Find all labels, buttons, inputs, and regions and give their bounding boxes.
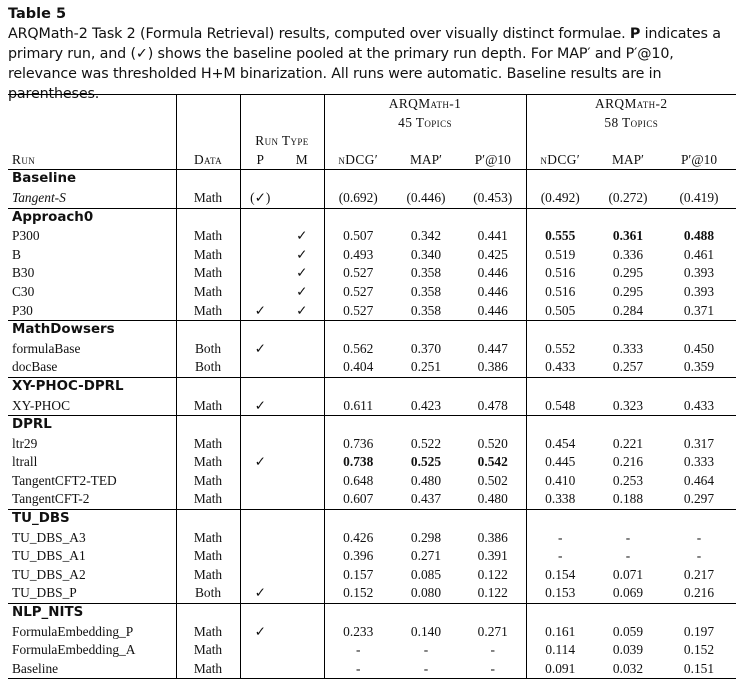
- ndcg-arq1-cell: 0.157: [324, 566, 392, 585]
- p10-arq1-cell: 0.425: [477, 246, 508, 262]
- group-header-row: [8, 604, 736, 623]
- p10-arq2-cell: -: [696, 529, 702, 545]
- run-name: TU_DBS_A1: [12, 548, 86, 564]
- data-cell: Both: [176, 358, 240, 377]
- table-row: [8, 623, 736, 642]
- group-name: Baseline: [8, 170, 176, 189]
- run-name: Baseline: [12, 660, 59, 676]
- m-header: M: [295, 151, 308, 167]
- map-arq2-cell: 0.071: [612, 566, 644, 582]
- p10-arq1-cell: 0.520: [477, 435, 508, 451]
- data-cell: Math: [176, 490, 240, 509]
- p10-arq2-cell: 0.217: [683, 566, 715, 582]
- primary-cell: ✓: [240, 302, 280, 321]
- ndcg-arq1-cell: -: [324, 641, 392, 660]
- table-row: [8, 529, 736, 548]
- run-name: B: [12, 246, 21, 262]
- ndcg-arq1-cell: 0.607: [324, 490, 392, 509]
- map-arq1-cell: 0.423: [410, 397, 442, 413]
- manual-cell: [280, 641, 324, 660]
- data-cell: Both: [176, 340, 240, 359]
- p10-arq2-cell: 0.393: [683, 265, 715, 281]
- run-name: TangentCFT-2: [12, 491, 90, 507]
- data-header: Data: [176, 151, 240, 170]
- data-cell: Math: [176, 623, 240, 642]
- group-spacer-arq1: [324, 416, 526, 435]
- data-cell: Math: [176, 283, 240, 302]
- primary-cell: ✓: [240, 340, 280, 359]
- p10-arq2-cell: (0.419): [679, 189, 719, 205]
- ndcg-arq2-cell: 0.091: [526, 660, 594, 679]
- p10-arq1-cell: 0.122: [477, 585, 508, 601]
- table-row: [8, 641, 736, 660]
- group-spacer-data: [176, 208, 240, 227]
- manual-cell: ✓: [296, 246, 308, 262]
- arqmath1-topics: 45 Topics: [324, 114, 526, 133]
- results-table: [8, 94, 736, 679]
- manual-cell: [280, 660, 324, 679]
- p10-arq1-cell: 0.447: [477, 340, 508, 356]
- p10-header-2: P′@10: [680, 151, 718, 167]
- map-arq1-cell: 0.251: [410, 359, 442, 375]
- group-spacer-runtype: [240, 604, 324, 623]
- data-cell: Math: [176, 453, 240, 472]
- map-arq1-cell: (0.446): [406, 189, 446, 205]
- table-row: [8, 490, 736, 509]
- ndcg-arq2-cell: 0.154: [526, 566, 594, 585]
- group-spacer-data: [176, 604, 240, 623]
- run-name: ltr29: [12, 435, 38, 451]
- map-arq2-cell: 0.188: [612, 491, 644, 507]
- caption-text: [8, 24, 736, 104]
- ndcg-arq2-cell: 0.505: [526, 302, 594, 321]
- manual-cell: [280, 340, 324, 359]
- ndcg-arq2-cell: 0.410: [526, 472, 594, 491]
- map-arq2-cell: 0.257: [612, 359, 644, 375]
- data-cell: Math: [176, 529, 240, 548]
- table-row: [8, 358, 736, 377]
- header-row-2: [8, 114, 736, 133]
- map-arq1-cell: -: [423, 660, 429, 676]
- primary-cell: (✓): [240, 189, 280, 208]
- map-arq2-cell: 0.253: [612, 472, 644, 488]
- p10-arq1-cell: 0.446: [477, 265, 508, 281]
- ndcg-arq1-cell: 0.493: [324, 246, 392, 265]
- manual-cell: [280, 584, 324, 603]
- group-spacer-arq1: [324, 208, 526, 227]
- primary-cell: [240, 490, 280, 509]
- group-spacer-arq1: [324, 170, 526, 189]
- map-arq1-cell: 0.525: [410, 454, 442, 470]
- group-spacer-runtype: [240, 416, 324, 435]
- run-name: FormulaEmbedding_A: [12, 642, 136, 658]
- p10-arq1-cell: 0.391: [477, 548, 508, 564]
- ndcg-arq2-cell: 0.516: [526, 283, 594, 302]
- data-cell: Math: [176, 566, 240, 585]
- primary-cell: [240, 283, 280, 302]
- primary-cell: ✓: [240, 623, 280, 642]
- ndcg-arq1-cell: 0.426: [324, 529, 392, 548]
- ndcg-arq1-cell: 0.527: [324, 283, 392, 302]
- group-spacer-arq2: [526, 170, 736, 189]
- ndcg-arq2-cell: (0.492): [526, 189, 594, 208]
- ndcg-arq2-cell: 0.161: [526, 623, 594, 642]
- data-cell: Math: [176, 397, 240, 416]
- arqmath2-name: ARQMath-2: [526, 95, 736, 114]
- primary-cell: ✓: [240, 453, 280, 472]
- primary-cell: [240, 227, 280, 246]
- group-name: NLP_NITS: [8, 604, 176, 623]
- map-arq1-cell: 0.437: [410, 491, 442, 507]
- map-header-2: MAP′: [612, 151, 644, 167]
- group-header-row: [8, 321, 736, 340]
- map-arq1-cell: 0.340: [410, 246, 442, 262]
- p10-arq1-cell: 0.386: [477, 359, 508, 375]
- ndcg-arq2-cell: 0.516: [526, 264, 594, 283]
- manual-cell: [280, 566, 324, 585]
- group-spacer-arq2: [526, 377, 736, 396]
- manual-cell: ✓: [296, 228, 308, 244]
- ndcg-arq1-cell: -: [324, 660, 392, 679]
- run-name: formulaBase: [12, 340, 81, 356]
- map-arq2-cell: 0.039: [612, 642, 644, 658]
- caption-label: Table 5: [8, 6, 67, 22]
- p10-arq1-cell: 0.502: [477, 472, 508, 488]
- primary-cell: [240, 547, 280, 566]
- data-cell: Math: [176, 660, 240, 679]
- data-cell: Math: [176, 472, 240, 491]
- group-name: DPRL: [8, 416, 176, 435]
- group-header-row: [8, 208, 736, 227]
- map-arq1-cell: 0.358: [410, 265, 442, 281]
- p10-arq2-cell: 0.216: [683, 585, 715, 601]
- p10-arq2-cell: 0.359: [683, 359, 715, 375]
- map-arq2-cell: 0.284: [612, 302, 644, 318]
- primary-cell: [240, 660, 280, 679]
- data-cell: Math: [176, 246, 240, 265]
- ndcg-arq1-cell: 0.611: [324, 397, 392, 416]
- ndcg-arq1-cell: 0.152: [324, 584, 392, 603]
- manual-cell: [280, 623, 324, 642]
- group-spacer-runtype: [240, 321, 324, 340]
- p10-arq2-cell: 0.152: [683, 642, 715, 658]
- map-arq2-cell: 0.216: [612, 454, 644, 470]
- primary-cell: [240, 529, 280, 548]
- map-arq2-cell: 0.069: [612, 585, 644, 601]
- primary-cell: [240, 472, 280, 491]
- map-arq1-cell: 0.298: [410, 529, 442, 545]
- primary-cell: [240, 641, 280, 660]
- run-name: FormulaEmbedding_P: [12, 623, 134, 639]
- group-header-row: [8, 416, 736, 435]
- run-header: Run: [12, 151, 36, 167]
- group-spacer-data: [176, 170, 240, 189]
- manual-cell: ✓: [296, 265, 308, 281]
- group-header-row: [8, 510, 736, 529]
- ndcg-arq1-cell: 0.396: [324, 547, 392, 566]
- run-name: TU_DBS_P: [12, 585, 77, 601]
- data-cell: Math: [176, 547, 240, 566]
- ndcg-arq1-cell: 0.404: [324, 358, 392, 377]
- run-name: Tangent-S: [12, 189, 66, 205]
- caption-text-part2: indicates a primary run, and (✓) shows the baseline pooled at the primary run depth. For MAP′ and P′@10, relevance was thresholded H+M binarization. All runs were automatic. Baseline results are in parentheses.: [8, 26, 721, 102]
- table-row: [8, 397, 736, 416]
- manual-cell: [280, 472, 324, 491]
- ndcg-header-2: nDCG′: [526, 151, 594, 170]
- ndcg-arq2-cell: 0.454: [526, 435, 594, 454]
- ndcg-arq2-cell: 0.433: [526, 358, 594, 377]
- table-row: [8, 566, 736, 585]
- ndcg-arq2-cell: 0.153: [526, 584, 594, 603]
- header-row-1: [8, 95, 736, 114]
- primary-cell: ✓: [240, 584, 280, 603]
- run-name: TU_DBS_A3: [12, 529, 86, 545]
- run-type-header: Run Type: [240, 132, 324, 151]
- group-spacer-data: [176, 377, 240, 396]
- map-arq2-cell: 0.323: [612, 397, 644, 413]
- arqmath2-topics: 58 Topics: [526, 114, 736, 133]
- data-cell: Math: [176, 189, 240, 208]
- results-table-body: [8, 95, 736, 679]
- map-arq2-cell: 0.032: [612, 660, 644, 676]
- p10-arq2-cell: 0.297: [683, 491, 715, 507]
- p10-arq1-cell: (0.453): [473, 189, 513, 205]
- ndcg-arq2-cell: 0.552: [526, 340, 594, 359]
- manual-cell: [280, 358, 324, 377]
- p10-arq2-cell: 0.371: [683, 302, 715, 318]
- ndcg-arq2-cell: -: [526, 547, 594, 566]
- group-spacer-runtype: [240, 208, 324, 227]
- map-arq2-cell: 0.336: [612, 246, 644, 262]
- caption-text-part1: ARQMath-2 Task 2 (Formula Retrieval) results, computed over visually distinct formulae.: [8, 26, 630, 42]
- ndcg-arq2-cell: -: [526, 529, 594, 548]
- table-row: [8, 302, 736, 321]
- table-row: [8, 340, 736, 359]
- map-header-1: MAP′: [410, 151, 442, 167]
- ndcg-arq2-cell: 0.548: [526, 397, 594, 416]
- caption-bold-p: P: [629, 26, 641, 42]
- p10-arq1-cell: -: [490, 660, 495, 676]
- group-name: TU_DBS: [8, 510, 176, 529]
- map-arq2-cell: 0.295: [612, 283, 644, 299]
- map-arq1-cell: 0.358: [410, 283, 442, 299]
- p10-arq2-cell: 0.151: [683, 660, 715, 676]
- group-name: XY-PHOC-DPRL: [8, 377, 176, 396]
- p10-arq1-cell: 0.441: [477, 228, 508, 244]
- ndcg-arq2-cell: 0.445: [526, 453, 594, 472]
- run-name: XY-PHOC: [12, 397, 71, 413]
- p10-arq1-cell: -: [490, 642, 495, 658]
- p10-header-1: P′@10: [474, 151, 511, 167]
- run-name: P30: [12, 302, 33, 318]
- table-row: [8, 189, 736, 208]
- map-arq2-cell: 0.333: [612, 340, 644, 356]
- p10-arq1-cell: 0.480: [477, 491, 508, 507]
- run-name: C30: [12, 283, 35, 299]
- group-spacer-arq2: [526, 604, 736, 623]
- map-arq2-cell: 0.361: [612, 228, 644, 244]
- p10-arq2-cell: 0.393: [683, 283, 715, 299]
- p10-arq2-cell: 0.333: [683, 454, 715, 470]
- header-row-3: [8, 132, 736, 151]
- ndcg-arq1-cell: 0.648: [324, 472, 392, 491]
- group-spacer-arq2: [526, 208, 736, 227]
- data-cell: Math: [176, 302, 240, 321]
- manual-cell: [280, 453, 324, 472]
- p-header: P: [240, 151, 280, 170]
- manual-cell: ✓: [296, 302, 308, 318]
- map-arq1-cell: 0.085: [410, 566, 442, 582]
- table-row: [8, 584, 736, 603]
- run-name: P300: [12, 228, 40, 244]
- p10-arq2-cell: 0.197: [683, 623, 715, 639]
- ndcg-arq1-cell: 0.233: [324, 623, 392, 642]
- manual-cell: ✓: [296, 283, 308, 299]
- map-arq1-cell: 0.522: [410, 435, 442, 451]
- run-name: ltrall: [12, 454, 38, 470]
- table-row: [8, 283, 736, 302]
- ndcg-arq1-cell: 0.527: [324, 302, 392, 321]
- p10-arq2-cell: -: [696, 548, 702, 564]
- group-spacer-arq1: [324, 604, 526, 623]
- p10-arq2-cell: 0.317: [683, 435, 715, 451]
- p10-arq2-cell: 0.433: [683, 397, 715, 413]
- p10-arq1-cell: 0.271: [477, 623, 508, 639]
- group-name: MathDowsers: [8, 321, 176, 340]
- run-name: B30: [12, 265, 35, 281]
- map-arq1-cell: 0.140: [410, 623, 442, 639]
- map-arq2-cell: -: [625, 529, 631, 545]
- group-spacer-runtype: [240, 170, 324, 189]
- group-spacer-data: [176, 416, 240, 435]
- manual-cell: [280, 529, 324, 548]
- group-spacer-data: [176, 321, 240, 340]
- table-row: [8, 264, 736, 283]
- primary-cell: [240, 435, 280, 454]
- map-arq2-cell: 0.059: [612, 623, 644, 639]
- group-spacer-arq1: [324, 321, 526, 340]
- ndcg-header-1: nDCG′: [324, 151, 392, 170]
- group-spacer-runtype: [240, 377, 324, 396]
- ndcg-arq1-cell: 0.736: [324, 435, 392, 454]
- primary-cell: ✓: [240, 397, 280, 416]
- map-arq1-cell: 0.080: [410, 585, 442, 601]
- group-spacer-data: [176, 510, 240, 529]
- data-cell: Math: [176, 227, 240, 246]
- group-header-row: [8, 170, 736, 189]
- manual-cell: [280, 189, 324, 208]
- map-arq1-cell: 0.480: [410, 472, 442, 488]
- run-name: TangentCFT2-TED: [12, 472, 117, 488]
- ndcg-arq1-cell: 0.738: [324, 453, 392, 472]
- p10-arq1-cell: 0.446: [477, 283, 508, 299]
- group-spacer-arq2: [526, 510, 736, 529]
- p10-arq1-cell: 0.386: [477, 529, 508, 545]
- table-row: [8, 453, 736, 472]
- p10-arq1-cell: 0.478: [477, 397, 508, 413]
- header-row-4: [8, 151, 736, 170]
- group-spacer-arq1: [324, 510, 526, 529]
- ndcg-arq2-cell: 0.338: [526, 490, 594, 509]
- run-name: TU_DBS_A2: [12, 566, 86, 582]
- ndcg-arq2-cell: 0.555: [526, 227, 594, 246]
- map-arq2-cell: 0.221: [612, 435, 644, 451]
- p10-arq2-cell: 0.488: [683, 228, 715, 244]
- map-arq1-cell: 0.271: [410, 548, 442, 564]
- ndcg-arq1-cell: 0.507: [324, 227, 392, 246]
- run-name: docBase: [12, 359, 58, 375]
- data-cell: Both: [176, 584, 240, 603]
- data-cell: Math: [176, 435, 240, 454]
- map-arq1-cell: -: [423, 642, 429, 658]
- group-header-row: [8, 377, 736, 396]
- map-arq1-cell: 0.358: [410, 302, 442, 318]
- ndcg-arq1-cell: (0.692): [324, 189, 392, 208]
- primary-cell: [240, 358, 280, 377]
- arqmath1-name: ARQMath-1: [324, 95, 526, 114]
- group-spacer-runtype: [240, 510, 324, 529]
- ndcg-arq1-cell: 0.527: [324, 264, 392, 283]
- map-arq2-cell: -: [625, 548, 631, 564]
- group-spacer-arq1: [324, 377, 526, 396]
- group-spacer-arq2: [526, 416, 736, 435]
- p10-arq2-cell: 0.450: [683, 340, 715, 356]
- table-caption: [8, 4, 736, 104]
- map-arq1-cell: 0.370: [410, 340, 442, 356]
- ndcg-arq2-cell: 0.114: [526, 641, 594, 660]
- p10-arq2-cell: 0.464: [683, 472, 715, 488]
- manual-cell: [280, 397, 324, 416]
- table-row: [8, 660, 736, 679]
- p10-arq1-cell: 0.122: [477, 566, 508, 582]
- data-cell: Math: [176, 641, 240, 660]
- primary-cell: [240, 246, 280, 265]
- table-row: [8, 435, 736, 454]
- primary-cell: [240, 264, 280, 283]
- map-arq2-cell: 0.295: [612, 265, 644, 281]
- table-row: [8, 547, 736, 566]
- map-arq1-cell: 0.342: [410, 228, 442, 244]
- group-name: Approach0: [8, 208, 176, 227]
- table-row: [8, 227, 736, 246]
- table-row: [8, 472, 736, 491]
- primary-cell: [240, 566, 280, 585]
- group-spacer-arq2: [526, 321, 736, 340]
- p10-arq1-cell: 0.542: [477, 454, 508, 470]
- manual-cell: [280, 547, 324, 566]
- ndcg-arq1-cell: 0.562: [324, 340, 392, 359]
- table-row: [8, 246, 736, 265]
- manual-cell: [280, 490, 324, 509]
- manual-cell: [280, 435, 324, 454]
- p10-arq1-cell: 0.446: [477, 302, 508, 318]
- ndcg-arq2-cell: 0.519: [526, 246, 594, 265]
- map-arq2-cell: (0.272): [608, 189, 648, 205]
- data-cell: Math: [176, 264, 240, 283]
- p10-arq2-cell: 0.461: [683, 246, 715, 262]
